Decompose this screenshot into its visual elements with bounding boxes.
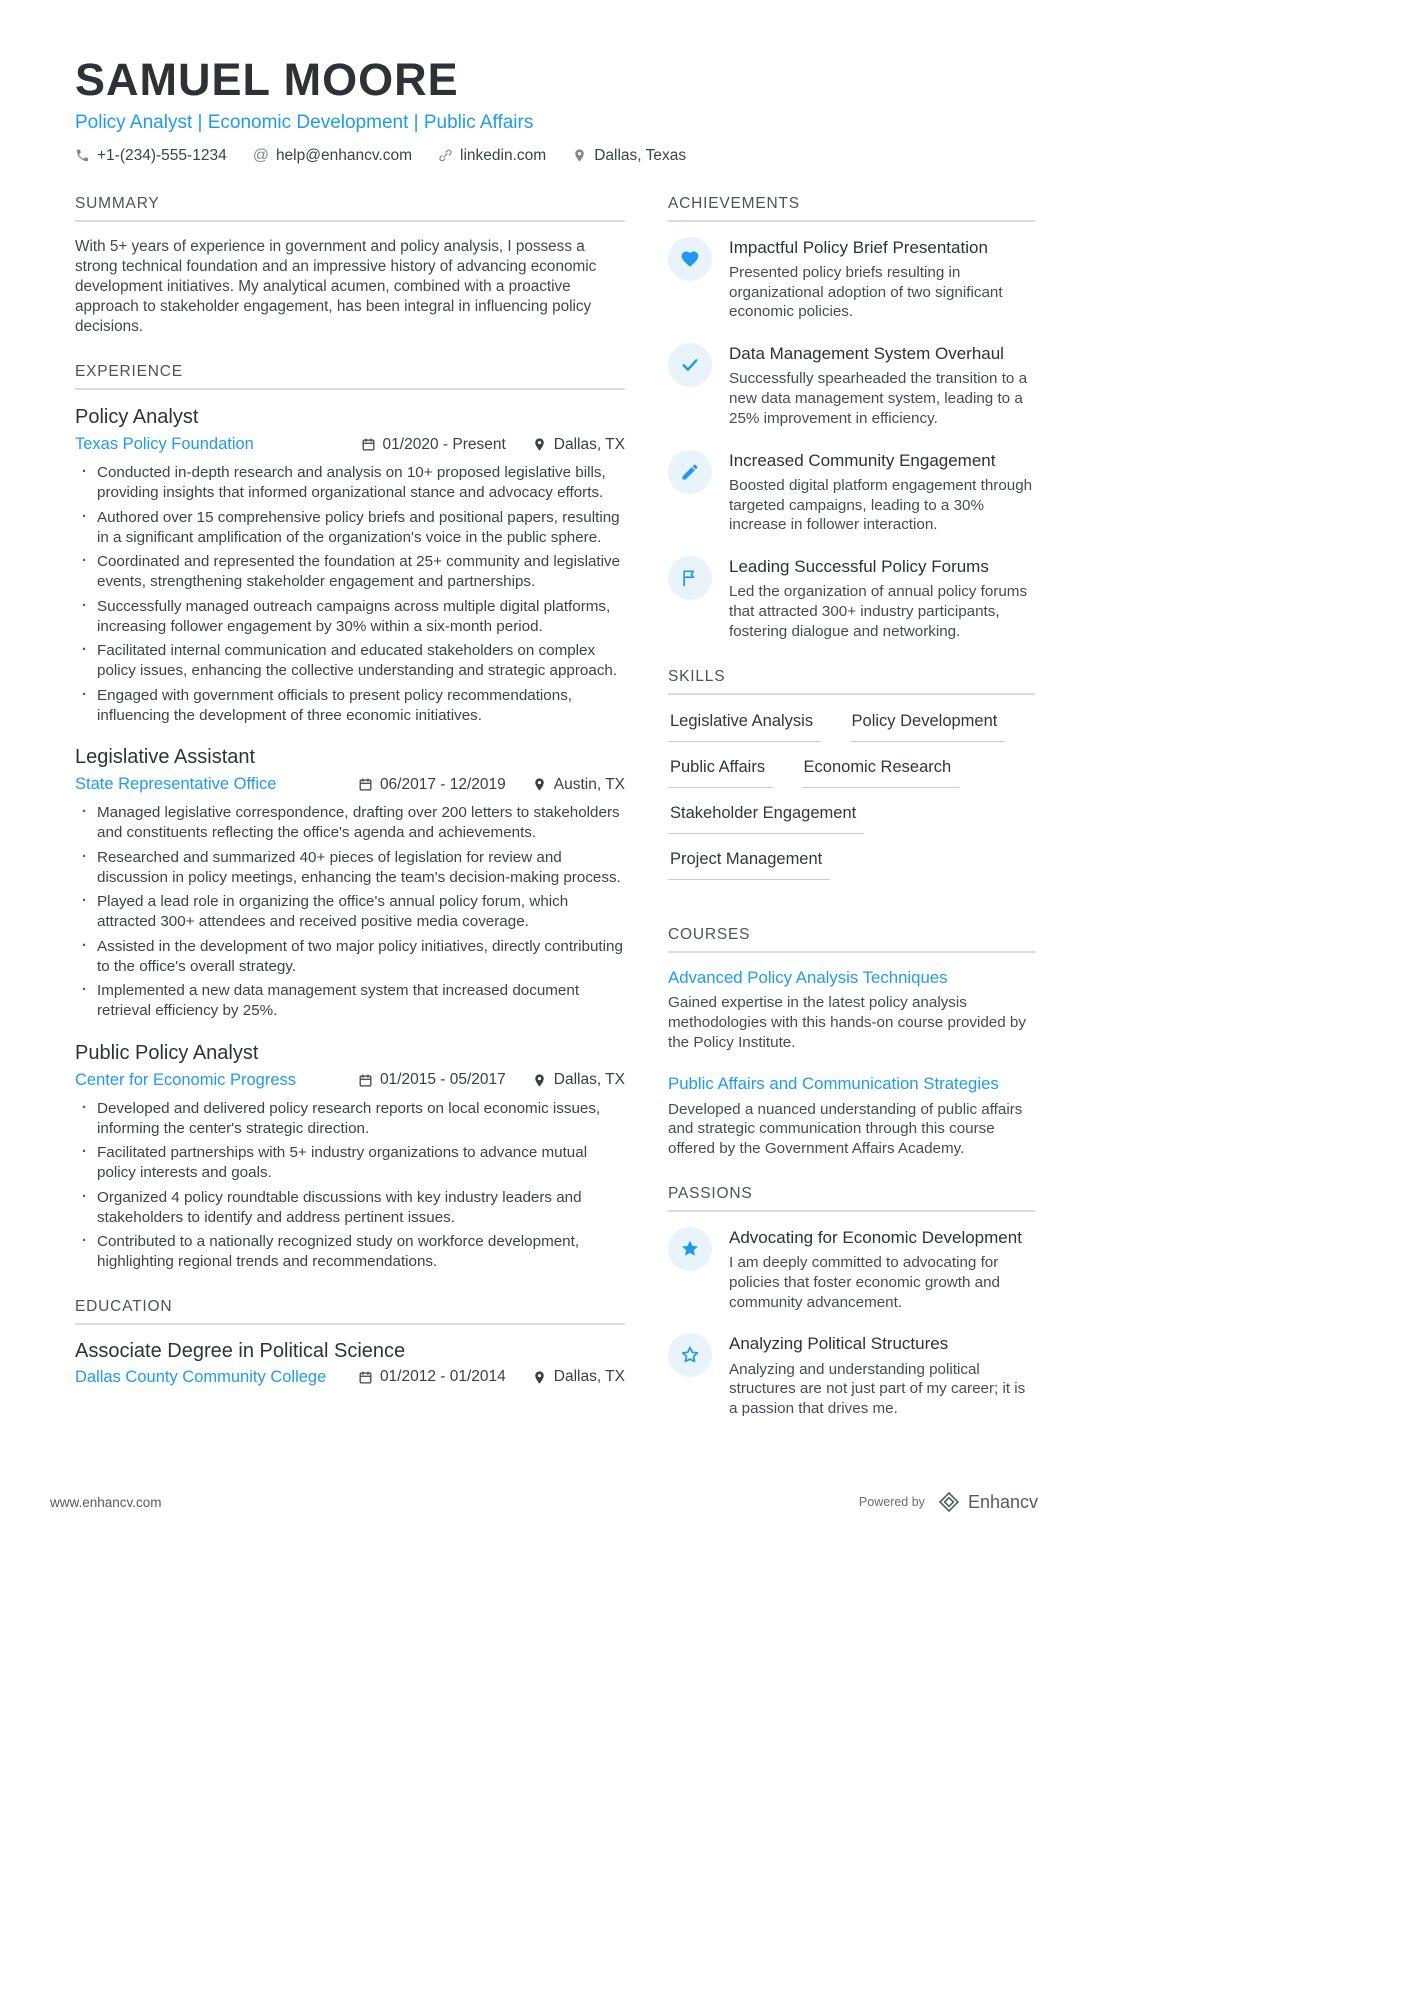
powered-by-label: Powered by — [858, 1495, 925, 1509]
location-icon — [532, 777, 547, 792]
company-name: Center for Economic Progress — [75, 1070, 297, 1089]
enhancv-brand-link[interactable] — [937, 1490, 1038, 1514]
bullet-item: · Researched and summarized 40+ pieces of legislation for review and discussion in policy meetings, enhancing the team's decision-making process. — [75, 848, 625, 888]
course-title: Advanced Policy Analysis Techniques — [668, 967, 948, 987]
flag-icon — [668, 556, 712, 600]
job-bullets — [75, 1099, 625, 1272]
bullet-item: · Contributed to a nationally recognized study on workforce development, highlighting regional trends and recommendations. — [75, 1232, 625, 1272]
skill-item: Economic Research — [802, 758, 960, 788]
course-item — [668, 1074, 1035, 1159]
section-heading-experience: EXPERIENCE — [75, 363, 625, 390]
achievement-text: Led the organization of annual policy forums that attracted 300+ industry participants, fostering dialogue and networking. — [729, 583, 1028, 640]
education-location: Dallas, TX — [532, 1368, 625, 1386]
job-dates: 01/2020 - Present — [361, 436, 506, 454]
candidate-name: SAMUEL MOORE — [75, 54, 459, 105]
job-location: Austin, TX — [532, 776, 625, 794]
courses-section — [668, 926, 1035, 1159]
location-text: Dallas, Texas — [594, 146, 687, 164]
right-column — [668, 195, 1035, 1445]
experience-entry — [75, 1041, 625, 1272]
course-title: Public Affairs and Communication Strategies — [668, 1073, 999, 1093]
passions-section — [668, 1185, 1035, 1419]
bullet-item: · Facilitated partnerships with 5+ industry organizations to advance mutual policy interests and goals. — [75, 1143, 625, 1183]
email-contact[interactable] — [253, 147, 412, 165]
summary-section — [75, 195, 625, 338]
phone-icon — [75, 148, 90, 163]
skill-item: Stakeholder Engagement — [668, 804, 864, 834]
achievement-title: Increased Community Engagement — [729, 450, 996, 470]
skills-section — [668, 668, 1035, 896]
summary-text: With 5+ years of experience in government and policy analysis, I possess a strong technical foundation and an impressive history of advancing economic development initiatives. My analytical acumen, combined with a proactive approach to stakeholder engagement, has been integral in influencing policy decisions. — [75, 237, 597, 336]
skills-list — [668, 710, 1035, 896]
experience-section — [75, 363, 625, 1272]
bullet-item: · Assisted in the development of two major policy initiatives, directly contributing to the office's overall strategy. — [75, 937, 625, 977]
skill-item: Legislative Analysis — [668, 712, 821, 742]
star-outline-icon — [668, 1333, 712, 1377]
achievement-title: Data Management System Overhaul — [729, 344, 1004, 363]
heart-icon — [668, 237, 712, 281]
calendar-icon — [358, 1370, 373, 1385]
achievement-text: Presented policy briefs resulting in organizational adoption of two significant economic policies. — [729, 263, 1003, 321]
section-heading-courses: COURSES — [668, 926, 1035, 953]
bullet-item: · Managed legislative correspondence, drafting over 200 letters to stakeholders and constituents reflecting the office's agenda and achievements. — [75, 803, 625, 843]
calendar-icon — [358, 1073, 373, 1088]
bullet-item: · Coordinated and represented the foundation at 25+ community and legislative events, strengthening stakeholder engagement and partnerships. — [75, 552, 625, 592]
calendar-icon — [358, 777, 373, 792]
education-dates: 01/2012 - 01/2014 — [358, 1368, 506, 1386]
company-name: Texas Policy Foundation — [75, 435, 254, 454]
email-icon: @ — [252, 146, 269, 164]
passion-item — [668, 1227, 1035, 1313]
job-bullets — [75, 463, 625, 725]
job-title: Policy Analyst — [75, 406, 199, 429]
skill-item: Project Management — [668, 850, 830, 880]
section-heading-education: EDUCATION — [75, 1298, 625, 1325]
achievement-item — [668, 450, 1035, 536]
bullet-item: · Developed and delivered policy research reports on local economic issues, informing the center's strategic direction. — [75, 1099, 625, 1139]
enhancv-brand-text: Enhancv — [967, 1491, 1038, 1512]
bullet-item: · Implemented a new data management system that increased document retrieval efficiency by 25%. — [75, 981, 625, 1021]
linkedin-text: linkedin.com — [460, 146, 547, 164]
passion-item — [668, 1333, 1035, 1419]
star-icon — [668, 1227, 712, 1271]
job-meta-row — [75, 1071, 625, 1090]
education-meta-row — [75, 1368, 625, 1387]
bullet-item: · Engaged with government officials to present policy recommendations, influencing the development of three economic initiatives. — [75, 686, 625, 726]
experience-entry — [75, 405, 625, 725]
check-icon — [668, 343, 712, 387]
skill-item: Public Affairs — [668, 758, 773, 788]
passion-text: Analyzing and understanding political structures are not just part of my career; it is a passion that drives me. — [729, 1360, 1026, 1418]
bullet-item: · Authored over 15 comprehensive policy briefs and positional papers, resulting in a significant amplification of the organization's voice in the public sphere. — [75, 508, 625, 548]
achievement-title: Impactful Policy Brief Presentation — [729, 237, 988, 257]
candidate-title: Policy Analyst | Economic Development | Public Affairs — [75, 111, 534, 133]
skill-item: Policy Development — [850, 712, 1006, 742]
course-item — [668, 968, 1035, 1053]
linkedin-contact[interactable] — [438, 147, 546, 165]
job-title: Public Policy Analyst — [75, 1041, 259, 1064]
passion-title: Analyzing Political Structures — [729, 1334, 949, 1354]
achievement-text: Boosted digital platform engagement through targeted campaigns, leading to a 30% increase in follower interaction. — [729, 476, 1033, 534]
passion-title: Advocating for Economic Development — [729, 1227, 1022, 1247]
powered-by-block — [859, 1490, 1038, 1514]
phone-text: +1-(234)-555-1234 — [97, 146, 227, 164]
achievement-title: Leading Successful Policy Forums — [729, 557, 989, 576]
achievement-item — [668, 237, 1035, 323]
school-name: Dallas County Community College — [75, 1367, 327, 1386]
pencil-icon — [668, 450, 712, 494]
calendar-icon — [361, 437, 376, 452]
location-contact — [572, 147, 686, 165]
resume-header — [75, 55, 1035, 165]
achievement-item — [668, 556, 1035, 642]
course-text: Gained expertise in the latest policy analysis methodologies with this hands-on course provided by the Policy Institute. — [668, 994, 1026, 1051]
education-section — [75, 1298, 625, 1387]
bullet-item: · Conducted in-depth research and analysis on 10+ proposed legislative bills, providing insights that informed organizational stance and advocacy efforts. — [75, 463, 625, 503]
job-bullets — [75, 803, 625, 1021]
job-title: Legislative Assistant — [75, 746, 256, 769]
job-location: Dallas, TX — [532, 436, 625, 454]
passion-text: I am deeply committed to advocating for policies that foster economic growth and community advancement. — [729, 1254, 1000, 1311]
job-dates: 06/2017 - 12/2019 — [358, 776, 506, 794]
email-text: help@enhancv.com — [275, 146, 413, 164]
job-location: Dallas, TX — [532, 1071, 625, 1089]
phone-contact[interactable] — [75, 147, 227, 165]
job-dates: 01/2015 - 05/2017 — [358, 1071, 506, 1089]
left-column — [75, 195, 625, 1445]
location-icon — [532, 1370, 547, 1385]
page-footer — [50, 1490, 1038, 1514]
location-icon — [572, 148, 587, 163]
achievement-item — [668, 343, 1035, 429]
degree-title: Associate Degree in Political Science — [75, 1339, 406, 1362]
enhancv-logo-icon — [937, 1490, 961, 1514]
location-icon — [532, 1073, 547, 1088]
bullet-item: · Played a lead role in organizing the office's annual policy forum, which attracted 300+ attendees and received positive media coverage. — [75, 892, 625, 932]
location-icon — [532, 437, 547, 452]
achievements-section — [668, 195, 1035, 642]
job-meta-row — [75, 775, 625, 794]
resume-columns — [75, 195, 1035, 1445]
contact-row — [75, 147, 1035, 165]
enhancv-site-link[interactable]: www.enhancv.com — [50, 1494, 162, 1510]
course-text: Developed a nuanced understanding of public affairs and strategic communication through this course offered by the Government Affairs Academy. — [668, 1100, 1023, 1158]
section-heading-summary: SUMMARY — [75, 195, 625, 222]
bullet-item: · Successfully managed outreach campaigns across multiple digital platforms, increasing follower engagement by 30% within a six-month period. — [75, 597, 625, 637]
resume-content — [75, 55, 1035, 1445]
bullet-item: · Facilitated internal communication and educated stakeholders on complex policy issues, enhancing the collective understanding and strategic approach. — [75, 641, 625, 681]
job-meta-row — [75, 435, 625, 454]
section-heading-passions: PASSIONS — [668, 1185, 1035, 1212]
section-heading-skills: SKILLS — [668, 668, 1035, 695]
experience-entry — [75, 745, 625, 1021]
link-icon — [438, 148, 453, 163]
company-name: State Representative Office — [75, 775, 277, 794]
section-heading-achievements: ACHIEVEMENTS — [668, 195, 1035, 222]
bullet-item: · Organized 4 policy roundtable discussions with key industry leaders and stakeholders to identify and address pertinent issues. — [75, 1188, 625, 1228]
achievement-text: Successfully spearheaded the transition to a new data management system, leading to a 25% improvement in efficiency. — [729, 370, 1028, 427]
